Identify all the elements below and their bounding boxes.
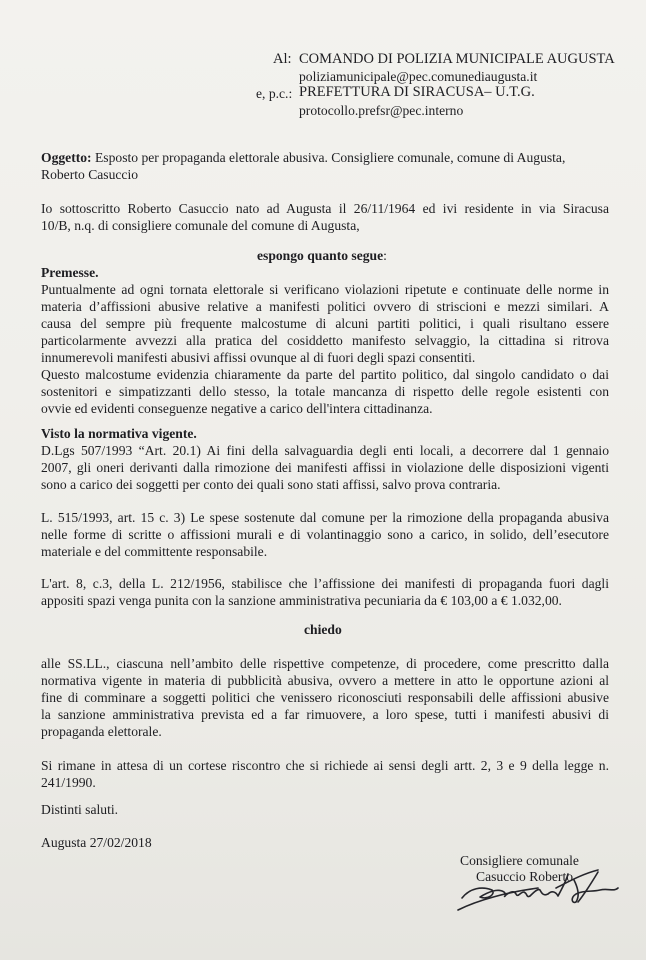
premesse-line: ovvie ed evidenti conseguenze negative a carico dell'intera cittadinanza.: [41, 401, 433, 416]
cc-prefix: e, p.c.:: [256, 86, 293, 101]
normativa-p1-line: 2007, gli oneri derivanti dalla rimozione dei manifesti affissi in violazione delle disposizioni vigenti: [41, 460, 609, 475]
subject-text: Esposto per propaganda elettorale abusiva. Consigliere comunale, comune di Augusta,: [95, 150, 566, 165]
normativa-p1-line: D.Lgs 507/1993 “Art. 20.1) Ai fini della salvaguardia degli enti locali, a decorrere dal 1 gennaio: [41, 443, 609, 458]
espongo-heading: espongo quanto segue:: [257, 248, 387, 263]
closing-salutation: Distinti saluti.: [41, 802, 119, 817]
premesse-line: materia d’affissioni abusive relative a manifesti politici ovvero di striscioni e mezzi similari. A: [41, 299, 609, 314]
premesse-line: innumerevoli manifesti abusivi affissi ovunque al di fuori degli spazi consentiti.: [41, 350, 476, 365]
premesse-line: Puntualmente ad ogni tornata elettorale si verificano violazioni ripetute e continuate delle norme in: [41, 282, 609, 297]
attesa-line: Si rimane in attesa di un cortese riscontro che si richiede ai sensi degli artt. 2, 3 e 9 della legge n.: [41, 758, 609, 773]
handwritten-signature: [448, 852, 628, 922]
normativa-p2-line: materiale e del committente responsabile.: [41, 544, 268, 559]
normativa-p3-line: L'art. 8, c.3, della L. 212/1956, stabilisce che l’affissione dei manifesti di propaganda fuori dagli: [41, 576, 609, 591]
premesse-line: causa del sempre più frequente malcostume di alcuni partiti politici, i quali risultano essere: [41, 316, 609, 331]
richiesta-line: normativa vigente in materia di pubblicità abusiva, ovvero a mettere in atto le opportune azioni al: [41, 673, 609, 688]
richiesta-line: fine di comminare a soggetti politici che venissero riconosciuti responsabili delle affissioni abusive: [41, 690, 609, 705]
normativa-p2-line: nelle forme di scritte o affissioni murali e di volantinaggio sono a carico, in solido, dell’esecutore: [41, 527, 609, 542]
normativa-p2-line: L. 515/1993, art. 15 c. 3) Le spese sostenute dal comune per la rimozione della propaganda abusiva: [41, 510, 609, 525]
subject-label: Oggetto:: [41, 150, 92, 165]
recipient-prefix: Al:: [273, 51, 292, 67]
signature-title: Consigliere comunale: [460, 853, 579, 868]
cc-email: protocollo.prefsr@pec.interno: [299, 103, 464, 118]
premesse-heading: Premesse.: [41, 265, 99, 280]
signature-name: Casuccio Roberto: [476, 869, 574, 884]
normativa-heading: Visto la normativa vigente.: [41, 426, 197, 441]
cc-name: PREFETTURA DI SIRACUSA– U.T.G.: [299, 84, 535, 100]
intro-line-2: 10/B, n.q. di consigliere comunale del comune di Augusta,: [41, 218, 360, 233]
premesse-line: Questo malcostume evidenzia chiaramente da parte del partito politico, dal singolo candidato o dai: [41, 367, 609, 382]
richiesta-line: la sanzione amministrativa prevista ed a far rimuovere, a loro spese, tutti i manifesti abusivi di: [41, 707, 609, 722]
richiesta-line: alle SS.LL., ciascuna nell’ambito delle rispettive competenze, di procedere, come prescritto dalla: [41, 656, 609, 671]
richiesta-line: propaganda elettorale.: [41, 724, 162, 739]
chiedo-heading: chiedo: [304, 622, 342, 637]
premesse-line: sostenitori e simpatizzanti dello stesso, la totale mancanza di rispetto delle regole esistenti con: [41, 384, 609, 399]
place-date: Augusta 27/02/2018: [41, 835, 152, 850]
attesa-line: 241/1990.: [41, 775, 96, 790]
premesse-line: particolarmente avvezzi alla pratica del cosiddetto manifesto selvaggio, la cittadina si ritrova: [41, 333, 609, 348]
recipient-name: COMANDO DI POLIZIA MUNICIPALE AUGUSTA: [299, 51, 615, 67]
subject-line: [41, 149, 565, 166]
normativa-p1-line: sono a carico dei soggetti per conto dei quali sono stati affissi, salvo prova contraria.: [41, 477, 501, 492]
normativa-p3-line: appositi spazi venga punita con la sanzione amministrativa pecuniaria da € 103,00 a € 1.032,00.: [41, 593, 562, 608]
recipient-email: poliziamunicipale@pec.comunediaugusta.it: [299, 69, 538, 84]
subject-line-2: Roberto Casuccio: [41, 167, 139, 182]
intro-line-1: Io sottoscritto Roberto Casuccio nato ad Augusta il 26/11/1964 ed ivi residente in via Siracusa: [41, 201, 609, 216]
